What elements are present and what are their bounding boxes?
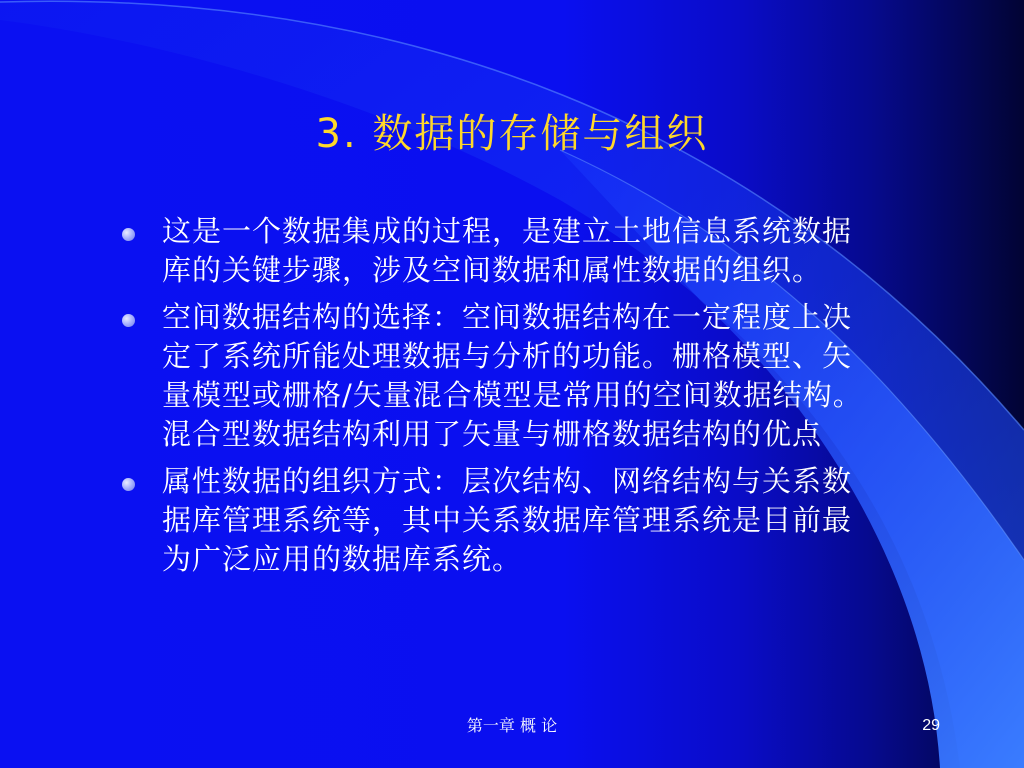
bullet-text: 这是一个数据集成的过程，是建立土地信息系统数据库的关键步骤，涉及空间数据和属性数据的组织。 <box>162 214 853 287</box>
bullet-item <box>120 462 880 579</box>
bullet-point-icon <box>122 228 135 241</box>
bullet-point-icon <box>122 314 135 327</box>
bullet-text: 空间数据结构的选择：空间数据结构在一定程度上决定了系统所能处理数据与分析的功能。栅格模型、矢量模型或栅格/矢量混合模型是常用的空间数据结构。混合型数据结构利用了矢量与栅格数据结构的优点 <box>162 300 863 451</box>
bullet-item <box>120 298 880 454</box>
slide-title: 3. 数据的存储与组织 <box>315 111 709 157</box>
bullet-text: 属性数据的组织方式：层次结构、网络结构与关系数据库管理系统等，其中关系数据库管理系统是目前最为广泛应用的数据库系统。 <box>162 464 853 576</box>
footer-chapter-label: 第一章 概 论 <box>466 716 558 735</box>
bullet-item <box>120 212 880 290</box>
footer-page-number: 29 <box>922 717 940 734</box>
bullet-point-icon <box>122 478 135 491</box>
bullet-list <box>120 212 880 587</box>
